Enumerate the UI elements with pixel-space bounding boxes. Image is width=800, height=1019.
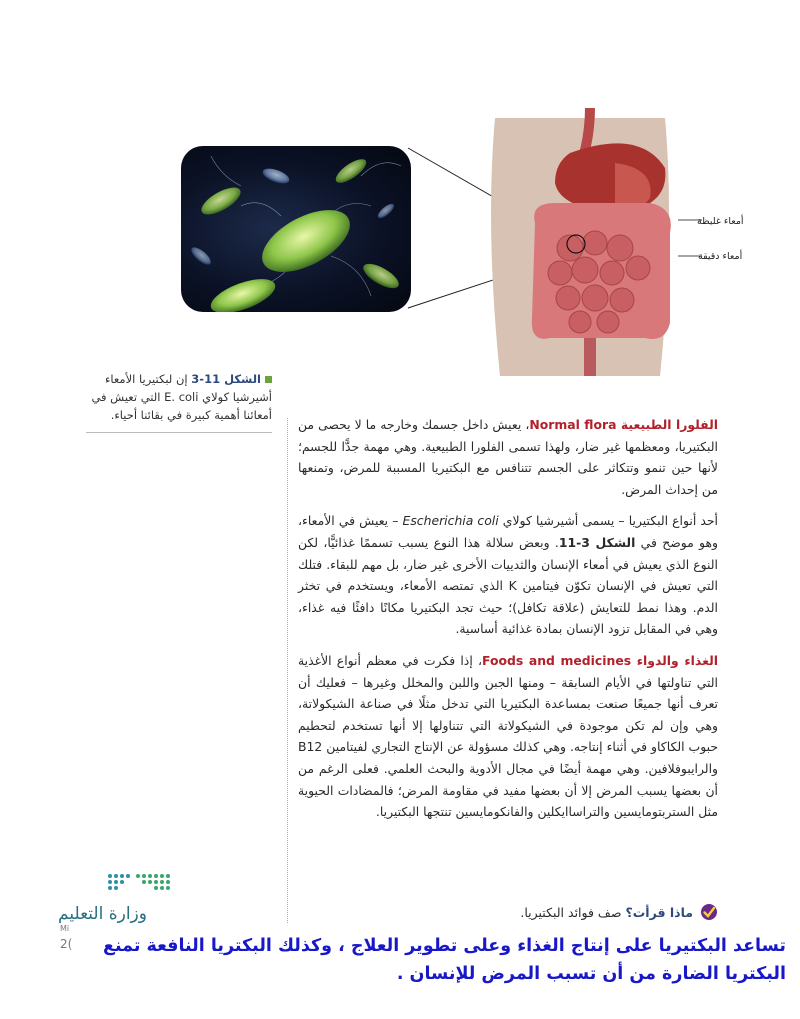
reading-check — [438, 903, 718, 924]
bacteria-image — [181, 146, 411, 312]
partial-text: Mi — [60, 924, 70, 933]
checkmark-icon — [700, 903, 718, 924]
scientific-term: Escherichia coli — [402, 513, 499, 529]
caption-divider — [86, 432, 272, 433]
heading-foods-medicines: الغذاء والدواء Foods and medicines — [482, 652, 718, 668]
body-text — [298, 414, 718, 833]
figure-caption — [86, 370, 272, 424]
paragraph-text: أحد أنواع البكتيريا – يسمى أشيرشيا كولاي — [502, 513, 718, 529]
paragraph-text: . وبعض سلالة هذا النوع يسبب تسممًا غذائيًّا، لكن النوع الذي يعيش في أمعاء الإنسان والثدييات الأخرى غير ضار، بل مهم للبقاء. فتلك التي تعيش في الإنسان تكوّن فيتامين K الذي تمتصه الأمعاء، ويستخدم في تخثر الدم. وهذا نمط للتعايش (علاقة تكافل)؛ حيث تجد البكتيريا مكانًا دافئًا فيه غذاء، وهي في المقابل تزود الإنسان بمادة غذائية أساسية. — [298, 534, 718, 637]
paragraph-text: ، يعيش داخل جسمك وخارجه ما لا يحصى من البكتيريا، ومعظمها غير ضار، ولهذا تسمى الفلورا الطبيعية. وهي مهمة جدًّا للجسم؛ لأنها حين تنمو وتتكاثر على الجسم تتنافس مع البكتيريا المسببة للمرض، وتمنعها من إحداث المرض. — [298, 417, 718, 497]
label-small-intestine: أمعاء دقيقة — [698, 251, 743, 262]
paragraph-text: ، إذا فكرت في معظم أنواع الأغذية التي تناولتها في الأيام السابقة – ومنها الجبن واللبن والمخلل وغيرها – فعليك أن تعرف أنها جميعًا صنعت بمساعدة البكتيريا التي تدخل مثلًا في صناعة الشيكولاتة، وهي وإن لم تكن موجودة في الشيكولاتة التي تتناولها إلا أنها تستخدم لتحطيم حبوب الكاكاو في أثناء إنتاجه. وهي كذلك مسؤولة عن الإنتاج التجاري لفيتامين B12 والرايبوفلافين. وهي مهمة أيضًا في مجال الأدوية والبحث العلمي. فعلى الرغم من أن بعضها يسبب المرض إلا أن بعضها مفيد في مقاومة المرض؛ فالمضادات الحيوية مثل الستربتومايسين والتراساايكلين والفانكومايسين تنتجها البكتيريا. — [298, 652, 718, 820]
paragraph-foods-medicines — [298, 650, 718, 823]
question-text: صف فوائد البكتيريا. — [520, 905, 622, 920]
caption-bullet — [265, 376, 272, 383]
paragraph-normal-flora — [298, 414, 718, 500]
column-divider — [287, 418, 288, 923]
page-number-partial: 2( — [60, 937, 73, 951]
digestive-system-illustration — [440, 108, 743, 376]
paragraph-e-coli — [298, 510, 718, 640]
paragraph-text: – يعيش في الأمعاء، وهو موضح في — [298, 513, 718, 550]
heading-normal-flora: الفلورا الطبيعية Normal flora — [529, 417, 718, 432]
summary-text: تساعد البكتيريا على إنتاج الغذاء وعلى تطوير العلاج ، وكذلك البكتريا النافعة تمنع البكتريا الضارة من أن تسبب المرض للإنسان . — [103, 936, 786, 984]
figure-reference: الشكل 3-11 — [558, 534, 636, 550]
caption-line-3: أمعائنا أهمية كبيرة في بقائنا أحياء. — [110, 408, 272, 422]
figure-number: الشكل 11-3 — [191, 372, 261, 386]
caption-line-2: أشيرشيا كولاي E. coli التي تعيش في — [91, 390, 272, 404]
caption-line-1: إن لبكتيريا الأمعاء — [104, 372, 188, 386]
question-label: ماذا قرأت؟ — [625, 905, 694, 920]
label-large-intestine: أمعاء غليظة — [697, 216, 744, 227]
ministry-name: وزارة التعليم — [58, 904, 147, 924]
